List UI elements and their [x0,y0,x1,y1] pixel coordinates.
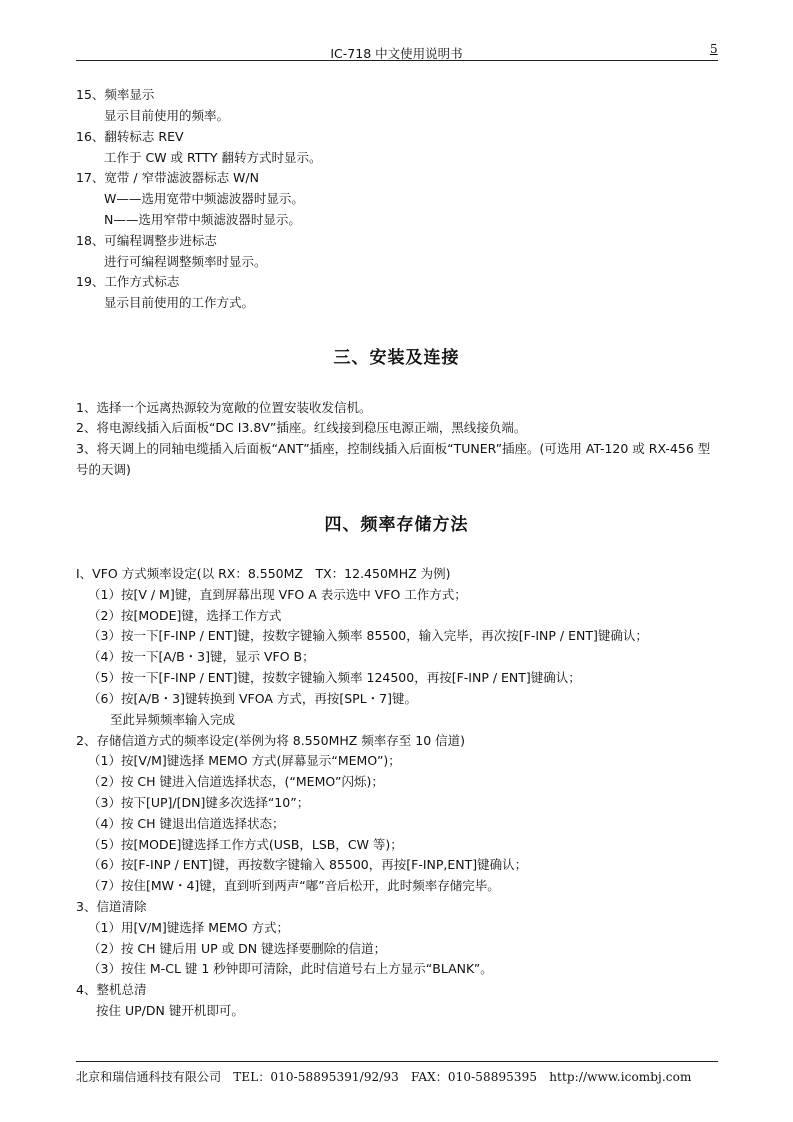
part-1-note: 至此异频频率输入完成 [110,712,236,727]
part-4-desc: 按住 UP/DN 键开机即可。 [96,1003,244,1018]
section-4-heading: 四、频率存储方法 [324,515,469,535]
page-number: 5 [710,42,718,56]
part-2-title: 2、存储信道方式的频率设定(举例为将 8.550MHZ 频率存至 10 信道) [76,733,466,748]
part-1-step: （4）按一下[A/B・3]键，显示 VFO B； [88,649,315,664]
item-17-title: 17、宽带 / 窄带滤波器标志 W/N [76,170,259,185]
part-1-step: （6）按[A/B・3]键转换到 VFOA 方式，再按[SPL・7]键。 [88,691,417,706]
part-3-step: （1）用[V/M]键选择 MEMO 方式； [88,920,290,935]
part-2-step: （2）按 CH 键进入信道选择状态，(“MEMO”闪烁)； [88,774,384,789]
part-2-step: （7）按住[MW・4]键，直到听到两声“嘟”音后松开，此时频率存储完毕。 [88,878,500,893]
item-18-title: 18、可编程调整步进标志 [76,233,217,248]
header-divider [76,60,718,61]
part-2-step: （5）按[MODE]键选择工作方式(USB，LSB，CW 等)； [88,837,403,852]
item-17-desc-w: W——选用宽带中频滤波器时显示。 [104,191,304,206]
part-3-title: 3、信道清除 [76,899,147,914]
header-title: IC-718 中文使用说明书 [330,46,463,61]
part-2-step: （1）按[V/M]键选择 MEMO 方式(屏幕显示“MEMO”)； [88,753,401,768]
part-2-step: （4）按 CH 键退出信道选择状态； [88,816,285,831]
section-3-item-2: 2、将电源线插入后面板“DC I3.8V”插座。红线接到稳压电源正端，黑线接负端。 [76,420,527,435]
footer-contact: 北京和瑞信通科技有限公司 TEL：010-58895391/92/93 FAX：010-58895395 http://www.icombj.com [76,1070,692,1084]
part-1-title: I、VFO 方式频率设定(以 RX：8.550MZ TX：12.450MHZ 为例) [76,566,451,581]
part-3-step: （2）按 CH 键后用 UP 或 DN 键选择要删除的信道； [88,941,387,956]
section-3-item-3: 3、将天调上的同轴电缆插入后面板“ANT”插座，控制线插入后面板“TUNER”插座。(可选用 AT-120 或 RX-456 型号的天调) [76,441,711,477]
item-18-desc: 进行可编程调整频率时显示。 [104,254,267,269]
part-1-step: （3）按一下[F-INP / ENT]键，按数字键输入频率 85500，输入完毕，再次按[F-INP / ENT]键确认； [88,628,648,643]
item-17-desc-n: N——选用窄带中频滤波器时显示。 [104,212,301,227]
part-1-step: （5）按一下[F-INP / ENT]键，按数字键输入频率 124500，再按[F-INP / ENT]键确认； [88,670,581,685]
item-15-desc: 显示目前使用的频率。 [104,108,230,123]
section-3-heading: 三、安装及连接 [333,348,460,368]
section-3-item-1: 1、选择一个远离热源较为宽敞的位置安装收发信机。 [76,400,372,415]
part-2-step: （3）按下[UP]/[DN]键多次选择“10”； [88,795,310,810]
part-4-title: 4、整机总清 [76,982,147,997]
part-2-step: （6）按[F-INP / ENT]键，再按数字键输入 85500，再按[F-INP,ENT]键确认； [88,857,528,872]
item-19-desc: 显示目前使用的工作方式。 [104,295,255,310]
item-16-title: 16、翻转标志 REV [76,129,184,144]
part-3-step: （3）按住 M-CL 键 1 秒钟即可清除，此时信道号右上方显示“BLANK”。 [88,961,493,976]
part-1-step: （1）按[V / M]键，直到屏幕出现 VFO A 表示选中 VFO 工作方式； [88,587,467,602]
item-15-title: 15、频率显示 [76,87,155,102]
item-16-desc: 工作于 CW 或 RTTY 翻转方式时显示。 [104,150,322,165]
part-1-step: （2）按[MODE]键，选择工作方式 [88,608,282,623]
item-19-title: 19、工作方式标志 [76,274,180,289]
footer-divider [76,1061,718,1062]
